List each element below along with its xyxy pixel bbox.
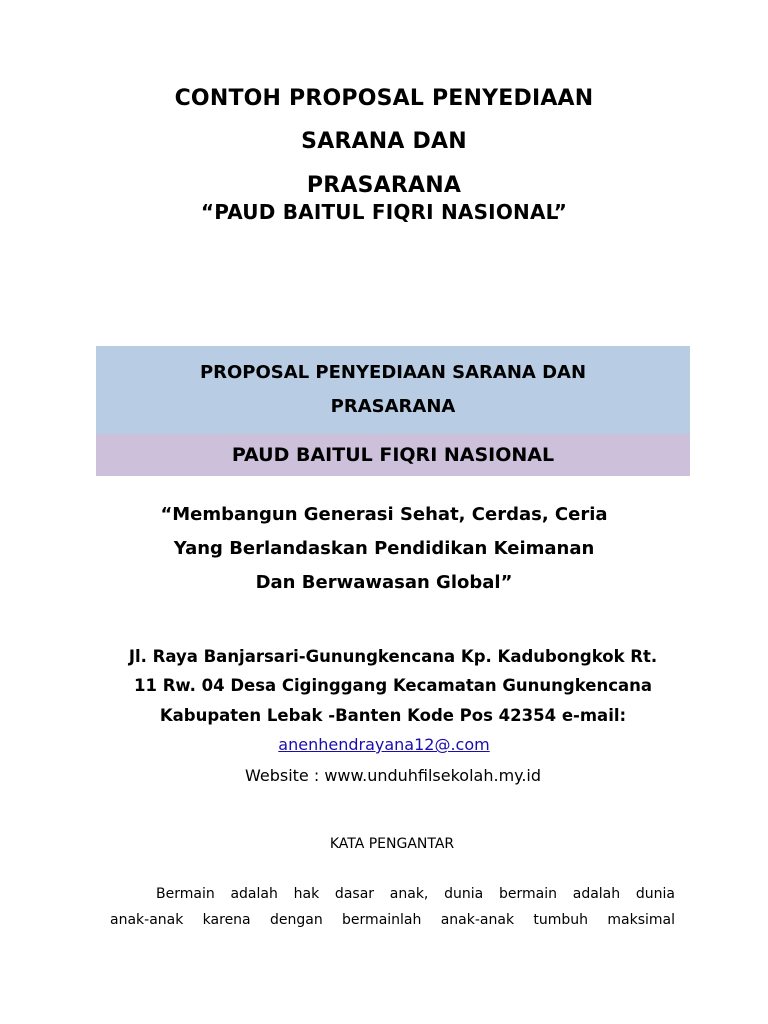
banner-line-1: PROPOSAL PENYEDIAAN SARANA DAN bbox=[199, 362, 587, 383]
banner-line-2: PRASARANA bbox=[330, 396, 456, 417]
address-line-1: Jl. Raya Banjarsari-Gunungkencana Kp. Kadubongkok Rt. bbox=[128, 647, 658, 666]
paragraph-line-1: Bermain adalah hak dasar anak, dunia bermain adalah dunia bbox=[156, 886, 675, 902]
document-title-line-1: CONTOH PROPOSAL PENYEDIAAN bbox=[174, 86, 594, 111]
paragraph-line-2: anak-anak karena dengan bermainlah anak-anak tumbuh maksimal bbox=[110, 912, 675, 928]
motto-line-2: Yang Berlandaskan Pendidikan Keimanan bbox=[173, 538, 595, 559]
address-line-2: 11 Rw. 04 Desa Ciginggang Kecamatan Gunungkencana bbox=[134, 676, 652, 695]
section-title: KATA PENGANTAR bbox=[329, 836, 455, 852]
address-line-3: Kabupaten Lebak -Banten Kode Pos 42354 e-mail: bbox=[159, 706, 627, 725]
document-title-line-3: PRASARANA bbox=[306, 173, 462, 198]
institution-banner: PAUD BAITUL FIQRI NASIONAL bbox=[96, 434, 690, 476]
email-line bbox=[0, 735, 768, 754]
motto-line-1: “Membangun Generasi Sehat, Cerdas, Ceria bbox=[160, 504, 608, 525]
proposal-banner bbox=[96, 346, 690, 434]
document-title-line-2: SARANA DAN bbox=[301, 129, 467, 154]
motto-line-3: Dan Berwawasan Global” bbox=[255, 572, 513, 593]
website-line: Website : www.unduhfilsekolah.my.id bbox=[244, 766, 542, 785]
document-subtitle: “PAUD BAITUL FIQRI NASIONAL” bbox=[200, 200, 568, 224]
email-link[interactable]: anenhendrayana12@.com bbox=[278, 735, 490, 754]
